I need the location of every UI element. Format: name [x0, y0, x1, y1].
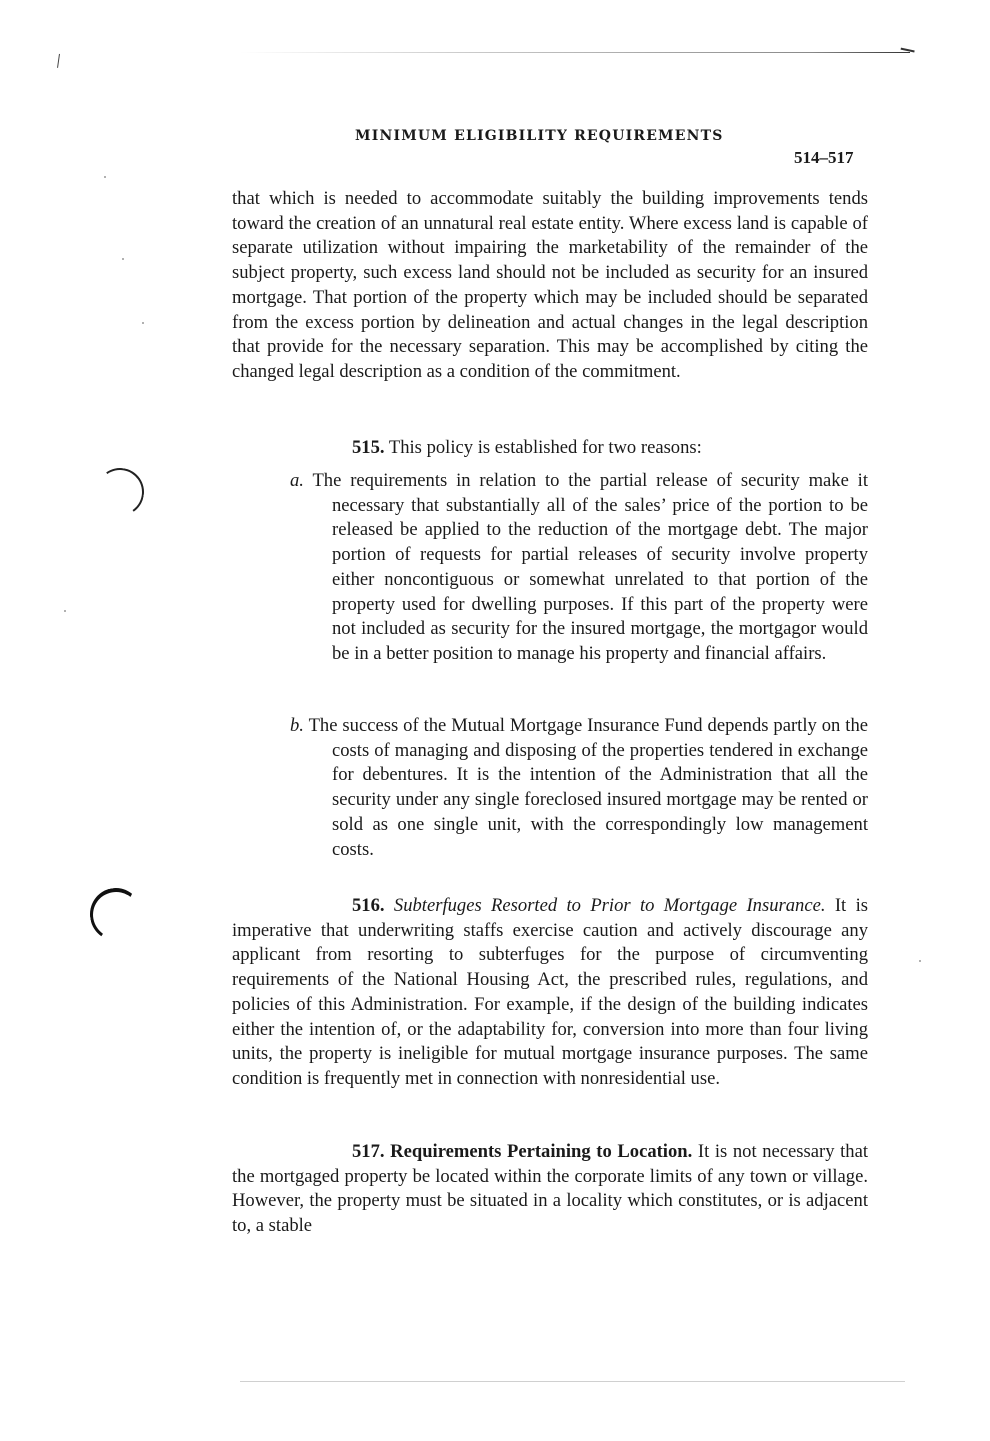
scan-speck [122, 258, 124, 260]
item-text: The success of the Mutual Mortgage Insurance Fund depends partly on the costs of managing and disposing of the properties tendered in exchange for debentures. It is the intention of the Administration that all the security under any single foreclosed insured mortgage may be rented or sold as one single unit, with the correspondingly low management costs. [308, 715, 869, 860]
list-item-b [290, 714, 868, 862]
item-text: The requirements in relation to the partial release of security make it necessary that substantially all of the sales’ price of the portion to be released be applied to the reduction of the mortgage debt. The major portion of requests for partial releases of security involve property either noncontiguous or somewhat unrelated to that portion of the property used for dwelling purposes. If this part of the property were not included as security for the insured mortgage, the mortgagor would be in a better position to manage his property and financial affairs. [312, 470, 869, 664]
section-text: It is imperative that underwriting staffs exercise caution and actively discourage any applicant from resorting to subterfuges for the purpose of circumventing requirements of the National Housing Act, the prescribed rules, regulations, and policies of this Administration. For example, if the design of the building indicates either the intention of, or the adaptability for, conversion into more than four living units, the property is ineligible for mutual mortgage insurance purposes. The same condition is frequently met in connection with nonresidential use. [232, 895, 868, 1089]
scan-speck [142, 322, 144, 324]
section-text: This policy is established for two reasons: [388, 437, 702, 458]
running-title: MINIMUM ELIGIBILITY REQUIREMENTS [355, 128, 724, 144]
scan-speck [64, 610, 66, 612]
binding-hole-mark [92, 464, 148, 520]
section-number: 517. [352, 1141, 385, 1162]
section-title: Subterfuges Resorted to Prior to Mortgage Insurance. [393, 895, 826, 916]
section-516 [232, 894, 868, 1092]
section-range: 514–517 [794, 148, 854, 167]
section-title: Requirements Pertaining to Location. [390, 1141, 693, 1162]
scan-speck [919, 960, 921, 962]
item-marker: b. [290, 715, 304, 736]
paragraph-text: that which is needed to accommodate suitably the building improvements tends toward the creation of an unnatural real estate entity. Where excess land is capable of separate utilization without impairing the marketability of the remainder of the subject property, such excess land should not be included as security for an insured mortgage. That portion of the property which may be included should be separated from the excess portion by delineation and actual changes in the legal description that provide for the necessary separation. This may be accomplished by citing the changed legal description as a condition of the commitment. [232, 188, 868, 382]
section-517 [232, 1140, 868, 1239]
section-515 [232, 436, 868, 461]
section-text: It is not necessary that the mortgaged property be located within the corporate limits of any town or village. However, the property must be situated in a locality which constitutes, or is adjacent to, a stable [232, 1141, 869, 1237]
section-number: 516. [352, 895, 385, 916]
item-marker: a. [290, 470, 304, 491]
scan-speck [104, 176, 106, 178]
section-number: 515. [352, 437, 385, 458]
scan-mark [57, 54, 62, 68]
continuation-paragraph [232, 187, 868, 385]
scan-edge-bottom [240, 1381, 905, 1382]
scan-edge-top [240, 52, 910, 53]
binding-hole-mark [86, 884, 146, 945]
list-item-a [290, 469, 868, 667]
